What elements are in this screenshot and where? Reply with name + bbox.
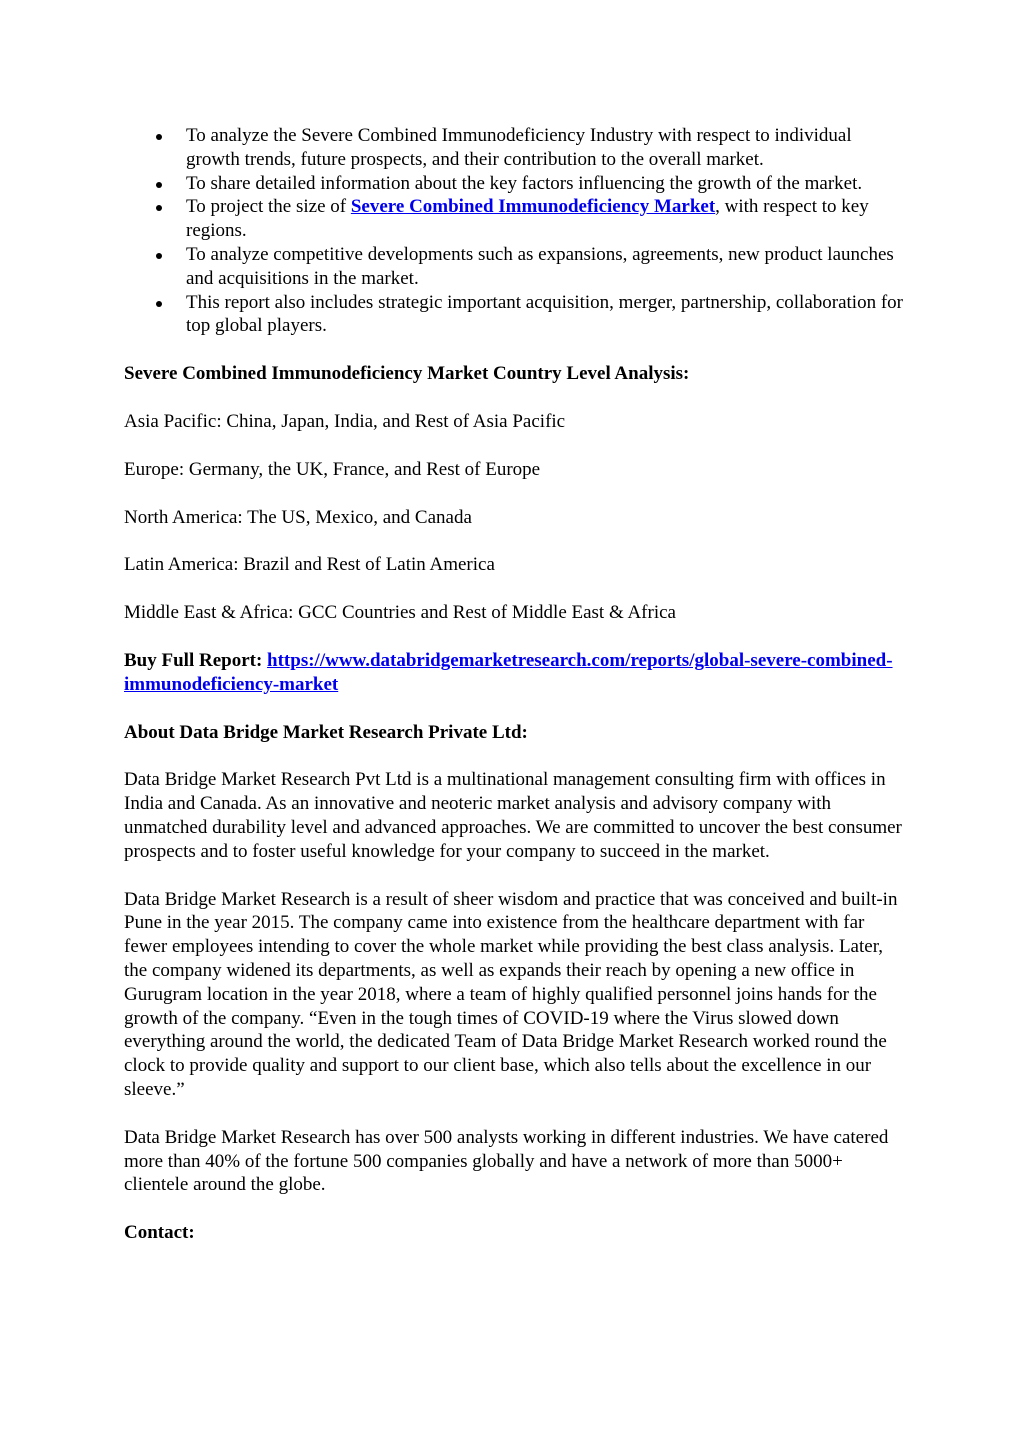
buy-report-label: Buy Full Report: [124,649,268,671]
region-middle-east-africa: Middle East & Africa: GCC Countries and Rest of Middle East & Africa [124,602,676,624]
region-latin-america: Latin America: Brazil and Rest of Latin America [124,554,495,576]
buy-full-report [124,649,904,697]
market-report-link[interactable]: Severe Combined Immunodeficiency Market [350,196,716,218]
region-europe: Europe: Germany, the UK, France, and Rest of Europe [124,458,541,480]
bullet-text: This report also includes strategic important acquisition, merger, partnership, collaboration for top global players. [186,291,903,337]
bullet-text-post: , with respect to key regions. [186,196,869,242]
bullet-icon [156,253,162,259]
about-paragraph-1: Data Bridge Market Research Pvt Ltd is a multinational management consulting firm with offices in India and Canada. As an innovative and neoteric market analysis and advisory company with unmatched durability level and advanced approaches. We are committed to uncover the best consumer prospects and to foster useful knowledge for your company to succeed in the market. [124,769,902,862]
about-heading: About Data Bridge Market Research Private Ltd: [124,721,528,743]
bullet-icon [156,301,162,307]
bullet-icon [156,205,162,211]
bullet-text: To analyze the Severe Combined Immunodeficiency Industry with respect to individual growth trends, future prospects, and their contribution to the overall market. [186,125,852,170]
bullet-icon [156,182,162,188]
bullet-text: To analyze competitive developments such as expansions, agreements, new product launches and acquisitions in the market. [186,243,894,289]
region-asia-pacific: Asia Pacific: China, Japan, India, and Rest of Asia Pacific [124,410,566,432]
document-page [124,124,904,1269]
objectives-list [124,124,904,338]
bullet-text: To share detailed information about the key factors influencing the growth of the market. [186,172,863,194]
region-north-america: North America: The US, Mexico, and Canada [124,506,472,528]
list-item [124,291,904,339]
list-item [124,195,904,243]
about-paragraph-2: Data Bridge Market Research is a result of sheer wisdom and practice that was conceived and built-in Pune in the year 2015. The company came into existence from the healthcare department with far fewer employees intending to cover the whole market while providing the best class analysis. Later, the company widened its departments, as well as expands their reach by opening a new office in Gurugram location in the year 2018, where a team of highly qualified personnel joins hands for the growth of the company. “Even in the tough times of COVID-19 where the Virus slowed down everything around the world, the dedicated Team of Data Bridge Market Research worked round the clock to provide quality and support to our client base, which also tells about the excellence in our sleeve.” [124,888,898,1100]
bullet-icon [156,134,162,140]
country-analysis-heading: Severe Combined Immunodeficiency Market Country Level Analysis: [124,363,690,385]
bullet-text-pre: To project the size of [186,196,351,218]
buy-report-link[interactable]: https://www.databridgemarketresearch.com/reports/global-severe-combined-immunodeficiency-market [124,649,893,695]
list-item [124,124,904,172]
list-item [124,172,904,196]
contact-heading: Contact: [124,1222,195,1244]
list-item [124,243,904,291]
about-paragraph-3: Data Bridge Market Research has over 500 analysts working in different industries. We have catered more than 40% of the fortune 500 companies globally and have a network of more than 5000+ clientele around the globe. [124,1126,889,1196]
